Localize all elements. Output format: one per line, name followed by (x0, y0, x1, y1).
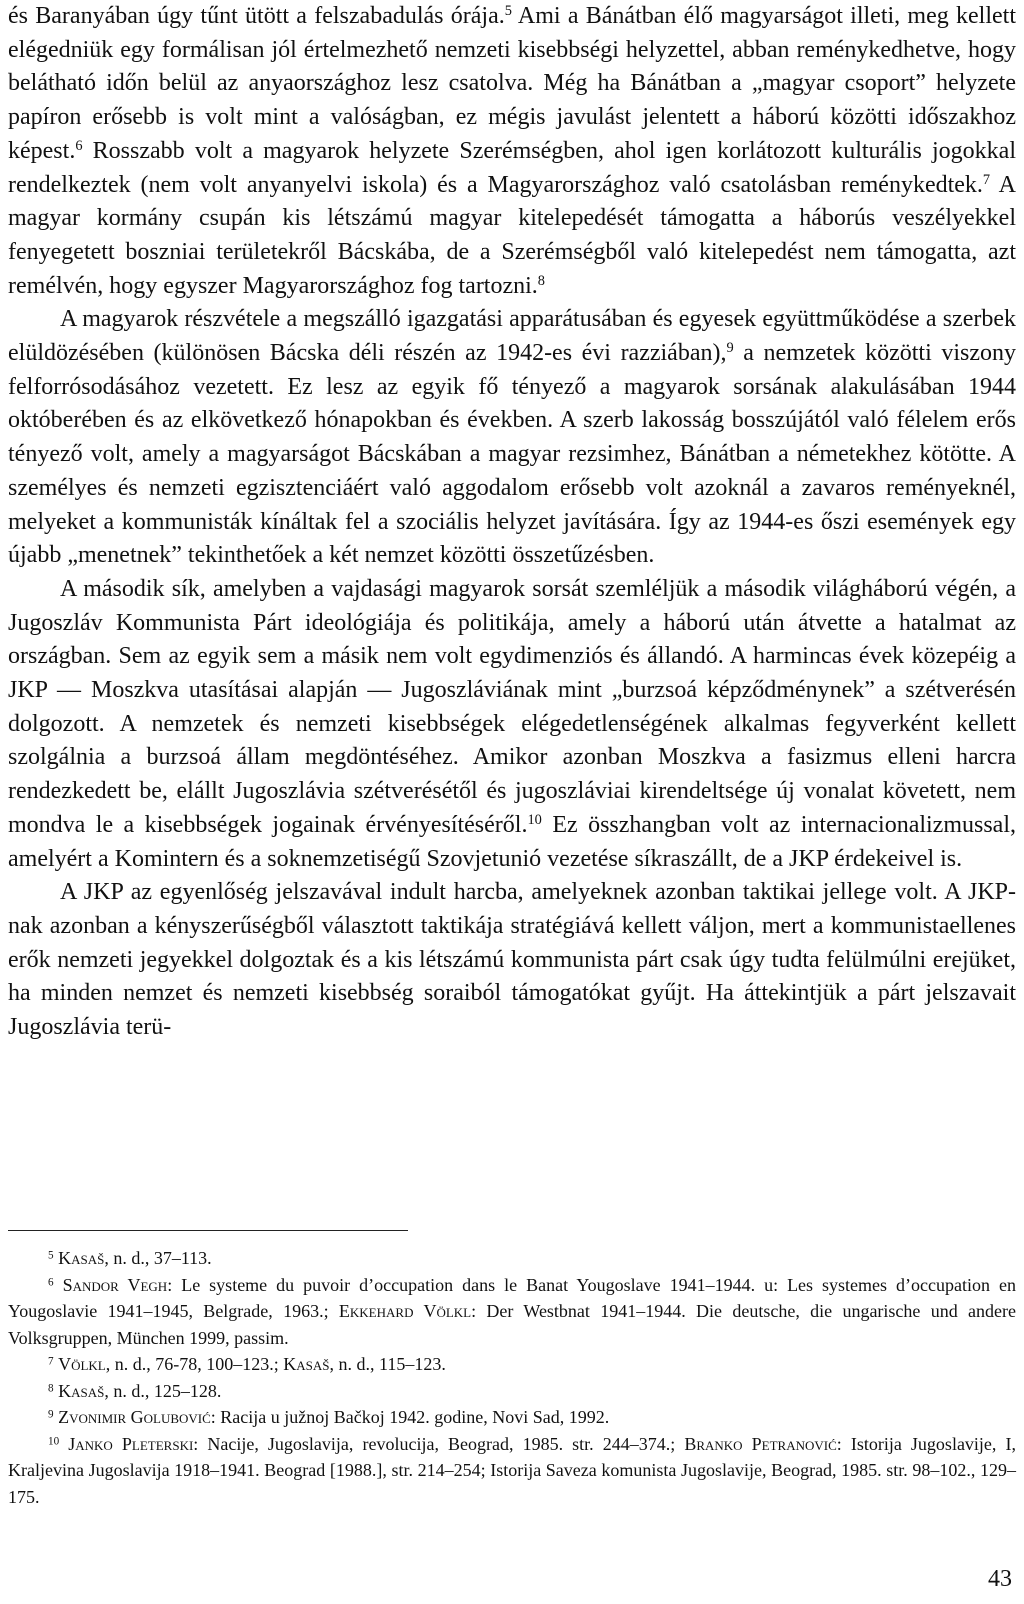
footnote-9 (8, 1404, 1016, 1431)
footnote-author: Janko Pleterski (68, 1433, 194, 1454)
paragraph-text: Ez összhangban volt az internacionalizmussal, amelyért a Komintern és a soknemzetiségű Szovjetunió vezetése síkraszállt, de a JKP érdekeivel is. (8, 811, 1016, 872)
footnote-number: 8 (48, 1381, 54, 1394)
footnote-number: 7 (48, 1355, 54, 1368)
footnote-ref: 7 (982, 171, 991, 188)
footnote-author: Kasaš (58, 1248, 105, 1268)
footnote-text: : Istorija Jugoslavije, I, Kraljevina Jugoslavija 1918–1941. Beograd [1988.], str. 214–254; Istorija Saveza komunista Jugoslavije, Beograd, 1985. str. 98–102., 129–175. (8, 1433, 1016, 1507)
footnote-author: Zvonimir Golubović (58, 1407, 211, 1427)
footnote-6 (8, 1272, 1016, 1352)
footnote-text: : Der Westbnat 1941–1944. Die deutsche, die ungarische und andere Volksgruppen, München 1999, passim. (8, 1301, 1016, 1348)
footnote-7 (8, 1351, 1016, 1378)
paragraph-text: Ami a Bánátban élő magyarságot illeti, meg kellett elégedniük egy formálisan jól értelmezhető nemzeti kisebbségi helyzettel, abban reménykedhetve, hogy belátható időn belül az anyaországhoz lesz csatolva. Még ha Bánátban a „magyar csoport” helyzete papíron erősebb is volt mint a valóságban, ez mégis javulást jelentett a háború közötti időszakhoz képest. (8, 3, 1016, 164)
footnote-number: 10 (48, 1434, 60, 1447)
footnotes (8, 1245, 1016, 1510)
paragraph-text: a nemzetek közötti viszony felforrósodásához vezetett. Ez lesz az egyik fő tényező a magyarok sorsának alakulásában 1944 októberében és az elkövetkező hónapokban és években. A szerb lakosság bosszújától való félelem erős tényező volt, amely a magyarságot Bácskában a magyar rezsimhez, Bánátban a németekhez kötötte. A személyes és nemzeti egzisztenciáért való aggodalom erősebb volt azoknál a zavaros reményeknél, melyeket a kommunisták kínáltak fel a szociális helyzet javítására. Így az 1944-es őszi események egy újabb „menetnek” tekinthetőek a két nemzet közötti összetűzésben. (8, 340, 1016, 569)
footnote-ref: 10 (527, 811, 542, 828)
footnote-number: 6 (48, 1275, 54, 1288)
paragraph-1 (8, 0, 1016, 303)
paragraph-text: Rosszabb volt a magyarok helyzete Szerémségben, ahol igen korlátozott kulturális jogokkal rendelkeztek (nem volt anyanyelvi iskola) és a Magyarországhoz való csatolásban reménykedtek. (8, 137, 1016, 198)
paragraph-4 (8, 876, 1016, 1045)
body-text (8, 0, 1016, 1045)
footnote-number: 5 (48, 1249, 54, 1262)
footnote-text: , n. d., 115–123. (329, 1354, 446, 1374)
footnote-author: Sandor Vegh (62, 1274, 168, 1295)
footnote-10 (8, 1431, 1016, 1511)
footnote-author: Völkl (58, 1354, 106, 1374)
footnote-text: , n. d., 125–128. (104, 1380, 222, 1401)
footnote-text: : Le systeme du puvoir d’occupation dans le Banat Yougoslave 1941–1944. u: Les systemes d’occupation en Yougoslavie 1941–1945, Belgrade, 1963.; (8, 1274, 1016, 1321)
paragraph-text: A JKP az egyenlőség jelszavával indult harcba, amelyeknek azonban taktikai jellege volt. A JKP-nak azonban a kényszerűségből választott taktikája stratégiává kellett váljon, mert a kommunistaellenes erők nemzeti jegyekkel dolgoztak és a kis létszámú kommunista párt csak úgy tudta felülmúlni erejüket, ha minden nemzet és nemzeti kisebbség soraiból támogatókat gyűjt. Ha áttekintjük a párt jelszavait Jugoszlávia terü- (8, 879, 1016, 1041)
paragraph-text: és Baranyában úgy tűnt ütött a felszabadulás órája. (8, 3, 505, 29)
footnote-author: Ekkehard Völkl (338, 1301, 472, 1321)
footnote-separator (8, 1230, 408, 1231)
footnote-author: Kasaš (58, 1380, 105, 1401)
paragraph-2 (8, 303, 1016, 573)
footnote-text: : Nacije, Jugoslavija, revolucija, Beograd, 1985. str. 244–374.; (193, 1433, 685, 1454)
footnote-ref: 5 (504, 3, 512, 20)
footnote-author: Branko Petranović (684, 1433, 837, 1454)
footnote-author: Kasaš (283, 1354, 330, 1374)
page-number: 43 (988, 1566, 1012, 1592)
footnote-ref: 8 (537, 272, 545, 289)
footnote-number: 9 (48, 1408, 54, 1421)
footnote-ref: 6 (75, 137, 83, 154)
paragraph-text: A magyar kormány csupán kis létszámú magyar kitelepedését támogatta a háborús veszélyekkel fenyegetett boszniai területekről Bácskába, de a Szerémségből való kitelepedést nem támogatta, azt remélvén, hogy egyszer Magyarországhoz fog tartozni. (8, 171, 1016, 299)
document-page (8, 0, 1016, 1604)
footnote-5 (8, 1245, 1016, 1272)
footnote-text: , n. d., 76-78, 100–123.; (105, 1354, 284, 1374)
footnote-8 (8, 1378, 1016, 1405)
paragraph-text: A magyarok részvétele a megszálló igazgatási apparátusában és egyesek együttműködése a szerbek elüldözésében (különösen Bácska déli részén az 1942-es évi razziában), (8, 306, 1016, 367)
footnote-ref: 9 (726, 340, 734, 357)
footnote-text: : Racija u južnoj Bačkoj 1942. godine, Novi Sad, 1992. (210, 1407, 610, 1427)
paragraph-text: A második sík, amelyben a vajdasági magyarok sorsát szemléljük a második világháború végén, a Jugoszláv Kommunista Párt ideológiája és politikája, amely a háború után átvette a hatalmat az országban. Sem az egyik sem a másik nem volt egydimenziós és állandó. A harmincas évek közepéig a JKP — Moszkva utasításai alapján — Jugoszláviának mint „burzsoá képződménynek” a szétverésén dolgozott. A nemzetek és nemzeti kisebbségek elégedetlenségének alkalmas fegyverként kellett szolgálnia a burzsoá állam megdöntéséhez. Amikor azonban Moszkva a fasizmus elleni harcra rendezkedett be, elállt Jugoszlávia szétverésétől és jugoszláviai kirendeltsége új vonalat követett, nem mondva le a kisebbségek jogainak érvényesítéséről. (8, 575, 1016, 838)
paragraph-3 (8, 573, 1016, 876)
footnote-text: , n. d., 37–113. (104, 1248, 212, 1268)
